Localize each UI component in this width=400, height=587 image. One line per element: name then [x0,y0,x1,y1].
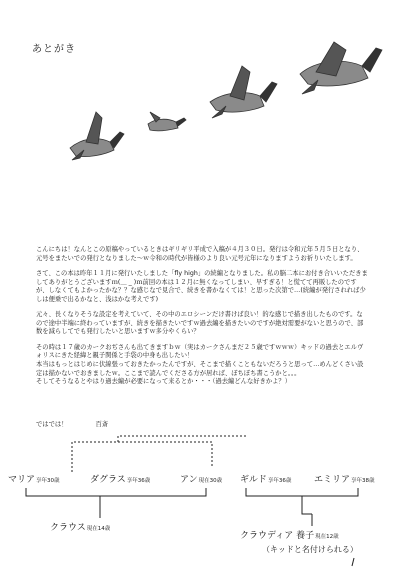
tree-child-annotation: （キッドと名付けられる） [262,545,358,554]
author-name: 百斎 [95,421,109,428]
paragraph: さて、この本は昨年１１月に発行いたしました「fly high」の続編となりました。私の脳二本にお付き合いいただきましてありがとうございますｍ(＿ _ )ｍ前回の本は１２月に無くなってしまい、早すぎる！と慌てて再販したのですが、しなくてもよかったかな？？な感じなで見合で、続きを書かなくては！と思った次第で…(続編が発行されれば少しは便乗で出るかなと、浅はかな考えです) [36,269,368,303]
afterword-body [36,246,368,393]
paragraph: その時は１７歳のカークおぢさんも出てきますｂｗ（実はカークさんまだ２５歳ですｗｗｗ）キッドの過去とエルヴォリスにきた経緯と親子関係と手袋の中身も出したい！ 本当はもっとはじめに伏線張っておきたかったんですが、そこまで描くこともないだろうと思って…めんどくさい設定は描かないでおきましたｗ。ここまで読んでくださる方が居れば、ぼちぼち書こうかと。。。 そしてそうなるとやはり過去編が必要になって来るとか・・・（過去編どんな好きかよ？） [36,343,364,386]
flying-geese-illustration [0,0,400,240]
goose-icon [300,42,382,94]
tree-child-node: クラウディア 養子現在12歳 [240,531,339,541]
tree-node: マリア享年30歳 [8,475,60,485]
family-tree [0,430,400,587]
tree-node: ギルド享年36歳 [240,475,292,485]
tree-node: エミリア享年38歳 [314,475,375,485]
paragraph: 元々、長くなりそうな設定を考えていて、その中のエロシーンだけ書けば良い！的な感じで描き出したものです。なので途中半端に終わっていますが、続きを描きたいですｗ過去編を描きたいのですが絶対需要がないと思うので、部数を減らしてでも発行したいと思いますｗ多分やくらい？ [36,311,364,336]
family-tree-lines [0,430,400,587]
signoff-greeting: ではでは！ [36,421,68,428]
page-title: あとがき [32,44,76,55]
tree-node: アン現在30歳 [180,475,223,485]
goose-icon [70,112,124,160]
paragraph: こんにちは！なんとこの原稿やっているときはギリギリ平成で入稿が４月３０日。発行は令和元年５月５日となり、元号をまたいでの発行となりました～ｗ令和の時代が皆様のより良い元号元年になりますようお祈りいたします。 [36,246,364,262]
goose-icon [148,112,186,131]
tree-node: ダグラス享年36歳 [90,475,151,485]
signoff [36,419,134,428]
tree-child-node: クラウス現在14歳 [50,523,111,533]
goose-icon [210,66,277,118]
